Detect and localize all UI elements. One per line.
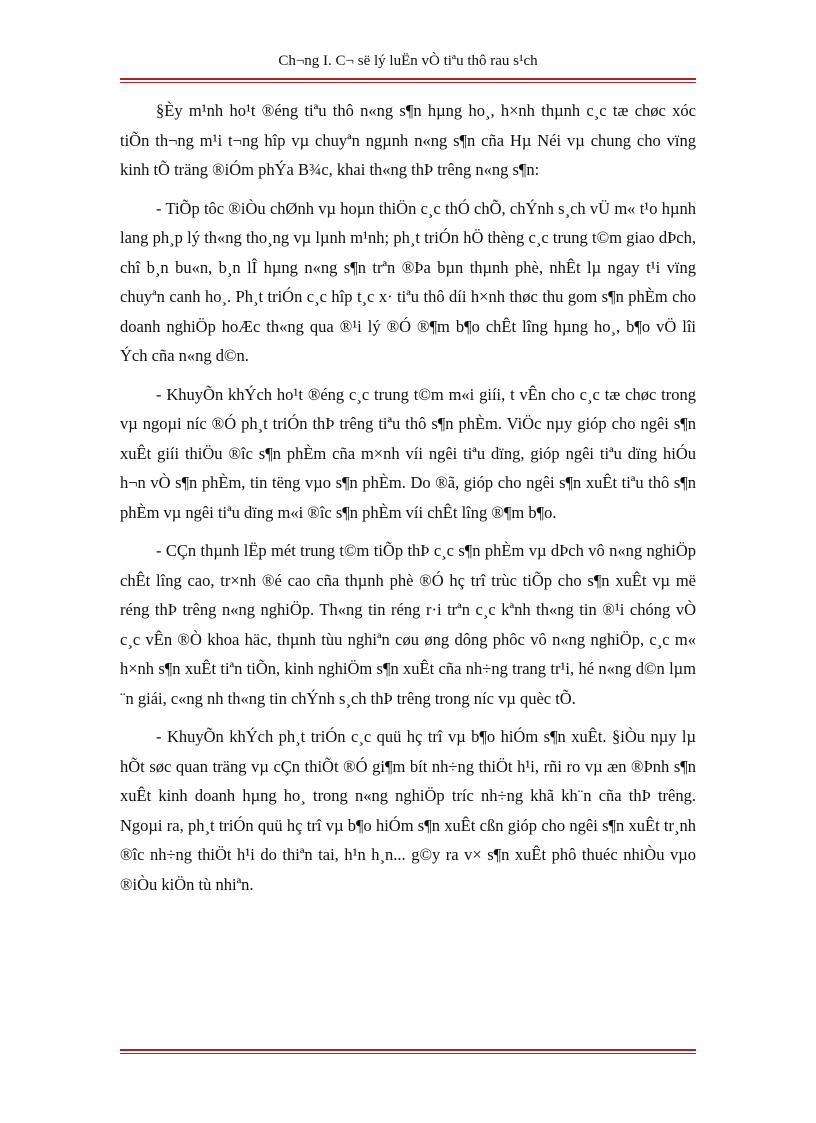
paragraph: - KhuyÕn khÝch ho¹t ®éng c¸c trung t©m m«i giíi, t vÊn cho c¸c tæ chøc trong vµ ngoµi níc ®Ó ph¸t triÓn thÞ trêng tiªu thô s¶n phÈm. ViÖc nµy gióp cho ngêi s¶n xuÊt giíi thiÖu ®îc s¶n phÈm cña m×nh víi ngêi tiªu dïng, gióp ngêi tiªu dïng hiÓu h¬n vÒ s¶n phÈm, tin tëng vµo s¶n phÈm. Do ®ã, gióp cho ngêi s¶n xuÊt tiªu thô s¶n phÈm vµ ngêi tiªu dïng m«i ®îc s¶n phÈm víi chÊt lîng ®¶m b¶o. (120, 384, 696, 522)
header-divider (120, 78, 696, 83)
chapter-header: Ch¬ng I. C¬ së lý luËn vÒ tiªu thô rau s¹ch (278, 53, 538, 69)
paragraph: §Èy m¹nh ho¹t ®éng tiªu thô n«ng s¶n hµng ho¸, h×nh thµnh c¸c tæ chøc xóc tiÕn th¬ng m¹i t¬ng hîp vµ chuyªn ngµnh n«ng s¶n cña Hµ Néi vµ chung cho vïng kinh tÕ träng ®iÓm phÝa B¾c, khai th«ng thÞ trêng n«ng s¶n: (120, 101, 696, 179)
paragraph: - CÇn thµnh lËp mét trung t©m tiÕp thÞ c¸c s¶n phÈm vµ dÞch vô n«ng nghiÖp chÊt lîng cao, tr×nh ®é cao cña thµnh phè ®Ó hç trî trùc tiÕp cho s¶n xuÊt vµ më réng thÞ trêng n«ng nghiÖp. Th«ng tin réng r·i trªn c¸c kªnh th«ng tin ®¹i chóng vÒ c¸c vÊn ®Ò khoa häc, thµnh tùu nghiªn cøu øng dông phôc vô n«ng nghiÖp, c¸c m« h×nh s¶n xuÊt tiªn tiÕn, kinh nghiÖm s¶n xuÊt cña nh÷ng trang tr¹i, hé n«ng d©n lµm ¨n giái, c«ng nh th«ng tin chÝnh s¸ch thÞ trêng trong níc vµ quèc tÕ. (120, 541, 696, 708)
footer-divider (120, 1049, 696, 1054)
body-text (120, 96, 696, 908)
paragraph: - KhuyÕn khÝch ph¸t triÓn c¸c quü hç trî vµ b¶o hiÓm s¶n xuÊt. §iÒu nµy lµ hÕt søc quan träng vµ cÇn thiÕt ®Ó gi¶m bít nh÷ng thiÖt h¹i, rñi ro vµ æn ®Þnh s¶n xuÊt kinh doanh hµng ho¸ trong n«ng nghiÖp tríc nh÷ng khã kh¨n cña thÞ trêng. Ngoµi ra, ph¸t triÓn quü hç trî vµ b¶o hiÓm s¶n xuÊt cßn gióp cho ngêi s¶n xuÊt tr¸nh ®îc nh÷ng thiÖt h¹i do thiªn tai, h¹n h¸n... g©y ra v× s¶n xuÊt phô thuéc nhiÒu vµo ®iÒu kiÖn tù nhiªn. (120, 727, 696, 894)
paragraph: - TiÕp tôc ®iÒu chØnh vµ hoµn thiÖn c¸c thÓ chÕ, chÝnh s¸ch vÜ m« t¹o hµnh lang ph¸p lý th«ng tho¸ng vµ lµnh m¹nh; ph¸t triÓn hÖ thèng c¸c trung t©m giao dÞch, chî b¸n bu«n, b¸n lÎ hµng n«ng s¶n trªn ®Þa bµn thµnh phè, nhÊt lµ ngay t¹i vïng chuyªn canh ho¸. Ph¸t triÓn c¸c hîp t¸c x· tiªu thô díi h×nh thøc thu gom s¶n phÈm cho doanh nghiÖp hoÆc th«ng qua ®¹i lý ®Ó ®¶m b¶o chÊt lîng hµng ho¸, b¶o vÖ lîi Ých cña n«ng d©n. (120, 198, 696, 365)
